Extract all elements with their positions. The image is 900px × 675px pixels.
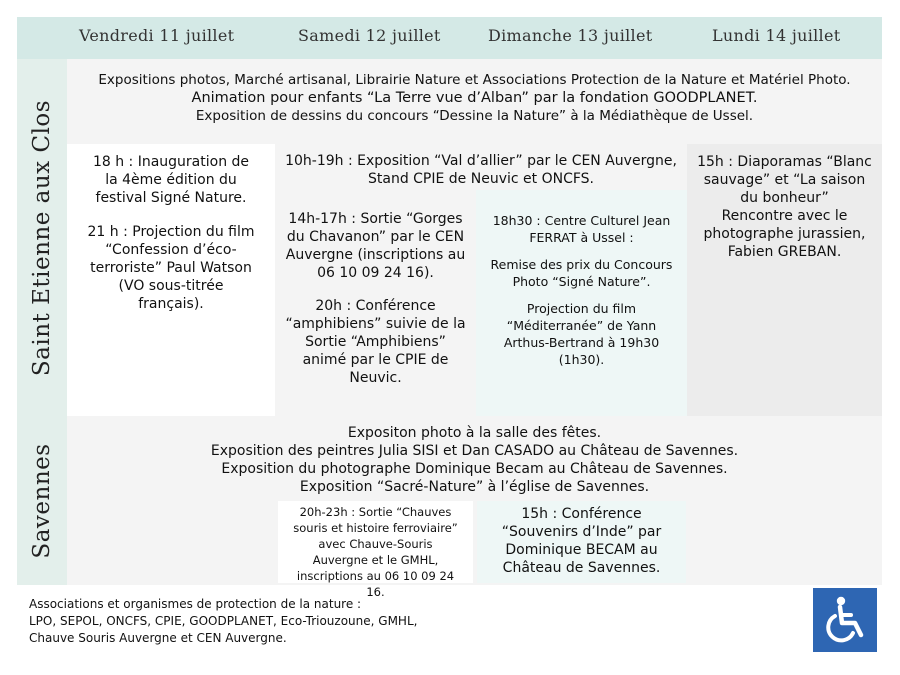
wheelchair-glyph	[813, 588, 877, 652]
friday-projection: 21 h : Projection du film “Confession d’éco-terroriste” Paul Watson (VO sous-titrée français).	[87, 224, 255, 312]
saturday-cell	[275, 190, 476, 416]
day-sunday: Dimanche 13 juillet	[488, 26, 653, 45]
day-monday: Lundi 14 juillet	[712, 26, 841, 45]
intro-line-3: Exposition de dessins du concours “Dessine la Nature” à la Médiathèque de Ussel.	[195, 108, 754, 124]
savennes-saturday-cell: 20h-23h : Sortie “Chauves souris et histoire ferroviaire” avec Chauve-Souris Auvergne et le GMHL, inscriptions au 06 10 09 24 16.	[278, 501, 473, 583]
footer-line-1: Associations et organismes de protection de la nature :	[29, 597, 362, 611]
wheelchair-icon	[813, 588, 877, 652]
section-title-savennes: Savennes	[29, 442, 55, 559]
saturday-amphibians: 20h : Conférence “amphibiens” suivie de la Sortie “Amphibiens” animé par le CPIE de Neuvic.	[285, 298, 466, 386]
section-label-savennes	[17, 416, 67, 585]
section-label-saint-etienne	[17, 59, 67, 416]
savennes-line-4: Exposition “Sacré-Nature” à l’église de Savennes.	[299, 479, 650, 495]
savennes-line-1: Expositon photo à la salle des fêtes.	[347, 425, 602, 441]
intro-line-1: Expositions photos, Marché artisanal, Librairie Nature et Associations Protection de la Nature et Matériel Photo.	[98, 72, 851, 88]
friday-cell	[67, 144, 275, 416]
monday-meeting: Rencontre avec le photographe jurassien, Fabien GREBAN.	[703, 208, 866, 260]
footer-line-2: LPO, SEPOL, ONCFS, CPIE, GOODPLANET, Eco-Triouzoune, GMHL,	[29, 614, 418, 628]
sunday-film: Projection du film “Méditerranée” de Yann Arthus-Bertrand à 19h30 (1h30).	[503, 301, 660, 367]
savennes-line-2: Exposition des peintres Julia SISI et Dan CASADO au Château de Savennes.	[210, 443, 739, 459]
saturday-gorges-outing: 14h-17h : Sortie “Gorges du Chavanon” par le CEN Auvergne (inscriptions au 06 10 09 24 16).	[285, 211, 466, 281]
friday-inauguration: 18 h : Inauguration de la 4ème édition du festival Signé Nature.	[92, 154, 250, 206]
footer-line-3: Chauve Souris Auvergne et CEN Auvergne.	[29, 631, 287, 645]
day-saturday: Samedi 12 juillet	[298, 26, 441, 45]
savennes-intro	[67, 416, 882, 585]
day-friday: Vendredi 11 juillet	[79, 26, 235, 45]
savennes-sunday-cell: 15h : Conférence “Souvenirs d’Inde” par Dominique BECAM au Château de Savennes.	[477, 501, 686, 583]
savennes-line-3: Exposition du photographe Dominique Becam au Château de Savennes.	[221, 461, 728, 477]
sunday-award: Remise des prix du Concours Photo “Signé Nature”.	[490, 257, 673, 289]
monday-cell	[687, 144, 882, 416]
monday-slideshows: 15h : Diaporamas “Blanc sauvage” et “La saison du bonheur”	[697, 154, 872, 206]
day-header-row	[17, 17, 882, 59]
footer-organisations	[29, 596, 729, 647]
section-title-saint-etienne: Saint Etienne aux Clos	[29, 99, 55, 376]
saint-etienne-intro	[67, 59, 882, 144]
sunday-cultural-center: 18h30 : Centre Culturel Jean FERRAT à Ussel :	[492, 213, 671, 245]
sunday-cell	[476, 190, 687, 416]
intro-line-2: Animation pour enfants “La Terre vue d’Alban” par la fondation GOODPLANET.	[191, 90, 758, 106]
sat-sun-exhibition-banner: 10h-19h : Exposition “Val d’allier” par le CEN Auvergne, Stand CPIE de Neuvic et ONCFS.	[275, 144, 687, 190]
